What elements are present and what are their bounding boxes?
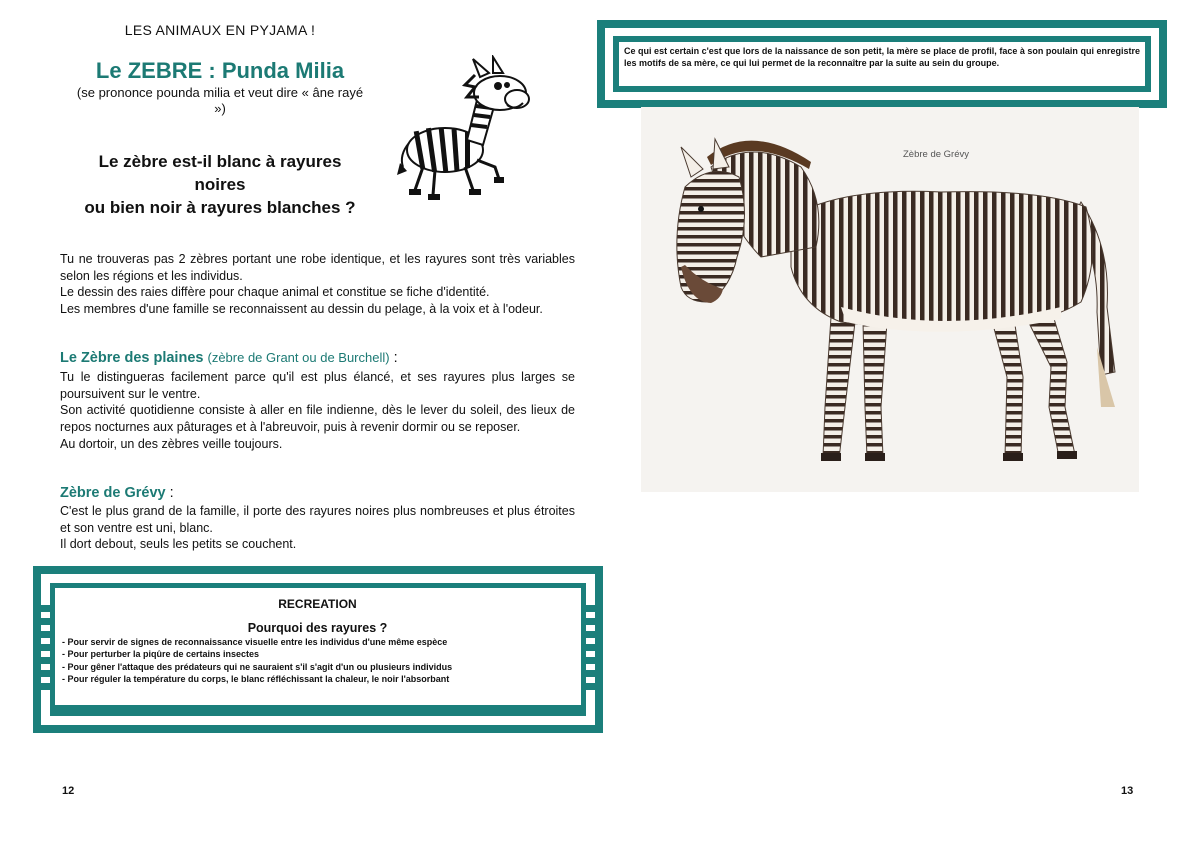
intro-line: Tu ne trouveras pas 2 zèbres portant une robe identique, et les rayures sont très variables selon les régions et les individus. <box>60 252 575 283</box>
pronunciation-note: (se prononce pounda milia et veut dire « âne rayé ») <box>76 85 364 116</box>
heading-colon: : <box>389 350 398 366</box>
grevy-zebra-illustration <box>641 107 1139 492</box>
heading-text: Zèbre de Grévy <box>60 485 166 501</box>
series-title: LES ANIMAUX EN PYJAMA ! <box>124 22 316 38</box>
plains-line: Au dortoir, un des zèbres veille toujours. <box>60 436 283 451</box>
list-item: - Pour gêner l'attaque des prédateurs qui ne sauraient s'il s'agit d'un ou plusieurs individus <box>62 661 453 672</box>
intro-line: Les membres d'une famille se reconnaissent au dessin du pelage, à la voix et à l'odeur. <box>60 302 543 317</box>
image-caption: Zèbre de Grévy <box>903 149 969 160</box>
frame-stripe <box>583 605 603 612</box>
cartoon-zebra-illustration <box>395 55 535 200</box>
frame-stripe <box>583 683 603 690</box>
main-question <box>40 150 400 219</box>
list-item: - Pour servir de signes de reconnaissance visuelle entre les individus d'une même espèce <box>62 637 448 647</box>
grevy-line: C'est le plus grand de la famille, il porte des rayures noires plus nombreuses et plus étroites et son ventre est uni, blanc. <box>60 504 575 535</box>
plains-line: Son activité quotidienne consiste à aller en file indienne, dès le lever du soleil, des lieux de repos nocturnes aux pâturages et à l'abreuvoir, puis à revenir dormir ou se reposer. <box>60 403 575 435</box>
intro-line: Le dessin des raies diffère pour chaque animal et constitue se fiche d'identité. <box>60 285 490 300</box>
list-item: - Pour réguler la température du corps, le blanc réfléchissant la chaleur, le noir l'absorbant <box>62 673 450 684</box>
plains-line: Tu le distingueras facilement parce qu'il est plus élancé, et ses rayures plus larges se poursuivent sur le ventre. <box>60 370 575 401</box>
plains-zebra-paragraph <box>60 369 575 453</box>
frame-stripe <box>33 605 53 612</box>
heading-colon: : <box>165 485 174 501</box>
frame-stripe <box>583 670 603 677</box>
frame-stripe <box>33 618 53 625</box>
question-line: noires <box>194 175 246 194</box>
recreation-list <box>62 636 582 685</box>
page-number-right: 13 <box>1121 785 1134 797</box>
frame-stripe <box>33 657 53 664</box>
grevy-zebra-photo <box>641 107 1139 492</box>
frame-stripe <box>583 631 603 638</box>
list-item: - Pour perturber la piqûre de certains insectes <box>62 649 260 660</box>
frame-stripe <box>583 644 603 651</box>
page-title: Le ZEBRE : Punda Milia <box>95 58 345 83</box>
recreation-title: RECREATION <box>278 597 357 611</box>
birth-recognition-note: Ce qui est certain c'est que lors de la naissance de son petit, la mère se place de profil, face à son poulain qui enregistre les motifs de sa mère, ce qui lui permet de la reconnaître par la suite au sein du groupe. <box>624 46 1140 68</box>
intro-paragraph <box>60 251 575 318</box>
question-line: ou bien noir à rayures blanches ? <box>84 198 356 217</box>
frame-stripe <box>583 657 603 664</box>
heading-note: (zèbre de Grant ou de Burchell) <box>207 350 390 365</box>
grevy-line: Il dort debout, seuls les petits se couchent. <box>60 537 297 552</box>
frame-stripe <box>33 670 53 677</box>
frame-stripe <box>33 683 53 690</box>
frame-stripe <box>33 631 53 638</box>
recreation-subtitle: Pourquoi des rayures ? <box>247 621 388 635</box>
plains-zebra-heading <box>60 350 398 366</box>
frame-stripe <box>583 618 603 625</box>
question-line: Le zèbre est-il blanc à rayures <box>98 152 342 171</box>
grevy-zebra-heading <box>60 485 174 501</box>
frame-stripe <box>33 644 53 651</box>
page-number-left: 12 <box>62 785 75 797</box>
grevy-zebra-paragraph <box>60 503 575 553</box>
heading-text: Le Zèbre des plaines <box>60 350 204 366</box>
